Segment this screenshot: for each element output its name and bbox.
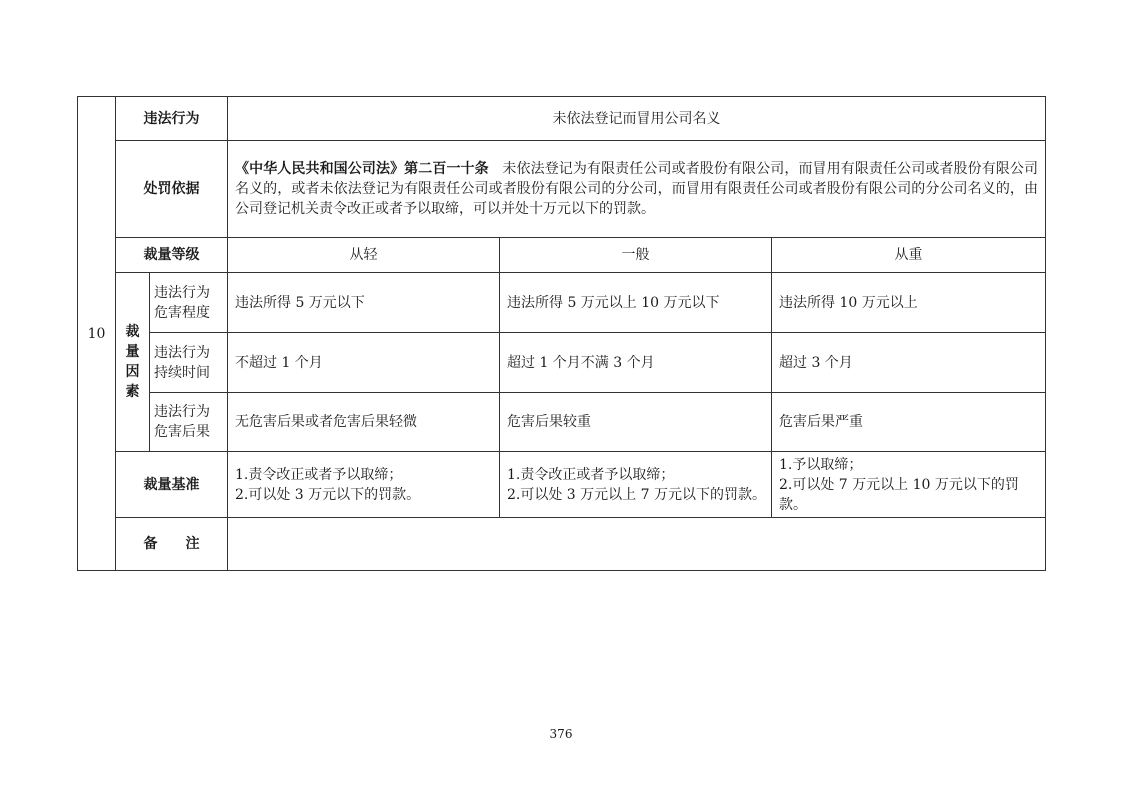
law-title: 《中华人民共和国公司法》第二百一十条 bbox=[235, 161, 489, 177]
factor-value: 无危害后果或者危害后果轻微 bbox=[228, 393, 500, 452]
violation-label: 违法行为 bbox=[116, 97, 228, 141]
level-general: 一般 bbox=[500, 238, 772, 273]
standard-label: 裁量基准 bbox=[116, 452, 228, 518]
factor-row bbox=[78, 333, 1046, 393]
level-severe: 从重 bbox=[772, 238, 1046, 273]
item-number: 10 bbox=[78, 97, 116, 571]
standard-value: 1.予以取缔； 2.可以处 7 万元以上 10 万元以下的罚款。 bbox=[772, 452, 1046, 518]
violation-value: 未依法登记而冒用公司名义 bbox=[228, 97, 1046, 141]
factor-value: 危害后果严重 bbox=[772, 393, 1046, 452]
factor-value: 危害后果较重 bbox=[500, 393, 772, 452]
penalty-discretion-table bbox=[77, 96, 1046, 571]
basis-cell bbox=[228, 141, 1046, 238]
levels-row bbox=[78, 238, 1046, 273]
basis-row bbox=[78, 141, 1046, 238]
factor-value: 违法所得 5 万元以下 bbox=[228, 273, 500, 333]
factor-value: 超过 3 个月 bbox=[772, 333, 1046, 393]
factor-value: 不超过 1 个月 bbox=[228, 333, 500, 393]
standard-value: 1.责令改正或者予以取缔； 2.可以处 3 万元以上 7 万元以下的罚款。 bbox=[500, 452, 772, 518]
factor-row bbox=[78, 273, 1046, 333]
violation-row bbox=[78, 97, 1046, 141]
levels-label: 裁量等级 bbox=[116, 238, 228, 273]
factor-value: 违法所得 10 万元以上 bbox=[772, 273, 1046, 333]
page-number: 376 bbox=[549, 727, 573, 741]
factor-value: 违法所得 5 万元以上 10 万元以下 bbox=[500, 273, 772, 333]
standard-row bbox=[78, 452, 1046, 518]
remarks-label: 备 注 bbox=[116, 518, 228, 571]
factor-label: 违法行为 危害后果 bbox=[150, 393, 228, 452]
remarks-row bbox=[78, 518, 1046, 571]
factor-label: 违法行为 危害程度 bbox=[150, 273, 228, 333]
factor-value: 超过 1 个月不满 3 个月 bbox=[500, 333, 772, 393]
factors-group-label: 裁 量 因 素 bbox=[116, 273, 150, 452]
basis-text: 未依法登记为有限责任公司或者股份有限公司，而冒用有限责任公司或者股份有限公司名义的，或者未依法登记为有限责任公司或者股份有限公司的分公司，而冒用有限责任公司或者股份有限公司的分公司名义的，由公司登记机关责令改正或者予以取缔，可以并处十万元以下的罚款。 bbox=[235, 161, 1039, 217]
basis-label: 处罚依据 bbox=[116, 141, 228, 238]
factor-row bbox=[78, 393, 1046, 452]
standard-value: 1.责令改正或者予以取缔； 2.可以处 3 万元以下的罚款。 bbox=[228, 452, 500, 518]
factor-label: 违法行为 持续时间 bbox=[150, 333, 228, 393]
level-lenient: 从轻 bbox=[228, 238, 500, 273]
remarks-value bbox=[228, 518, 1046, 571]
